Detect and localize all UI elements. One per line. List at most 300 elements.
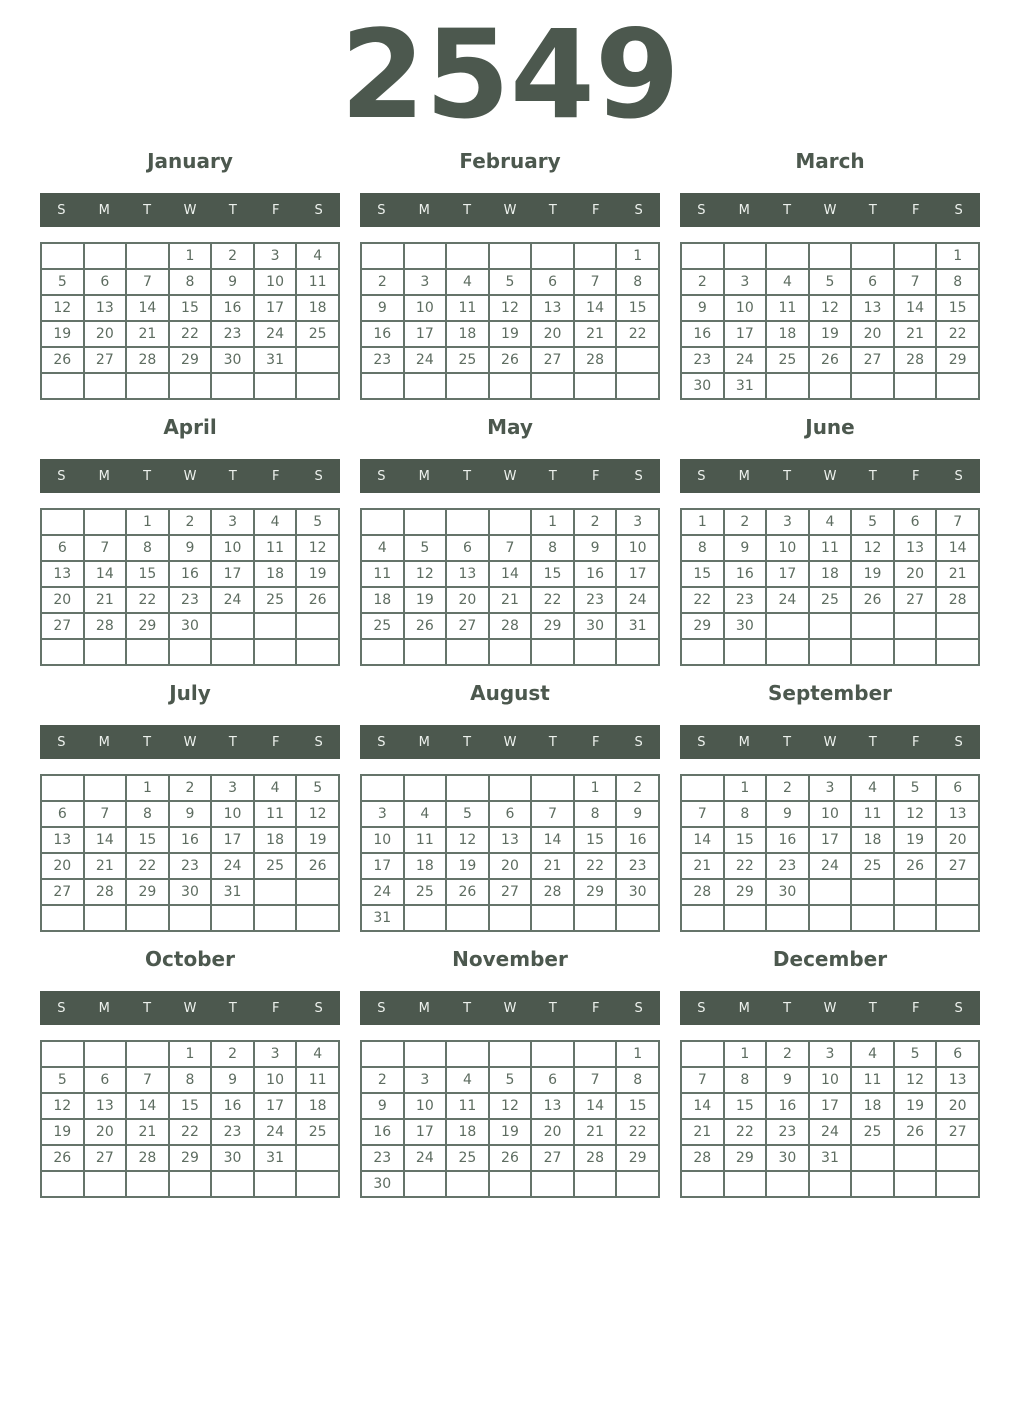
- empty-cell: [169, 639, 212, 665]
- weekday-cell: S: [57, 1000, 66, 1016]
- date-cell: 18: [254, 561, 297, 587]
- date-cell: 15: [616, 295, 659, 321]
- date-cell: 15: [126, 561, 169, 587]
- date-cell: 17: [211, 561, 254, 587]
- date-cell: 28: [681, 879, 724, 905]
- empty-cell: [936, 905, 979, 931]
- date-cell: 6: [41, 801, 84, 827]
- date-cell: 19: [41, 321, 84, 347]
- date-cell: 23: [724, 587, 767, 613]
- weekday-cell: T: [143, 734, 152, 750]
- date-cell: 29: [616, 1145, 659, 1171]
- week-row: [41, 373, 339, 399]
- empty-cell: [361, 775, 404, 801]
- weekday-cell: S: [377, 468, 386, 484]
- week-row: [681, 639, 979, 665]
- date-cell: 27: [936, 1119, 979, 1145]
- empty-cell: [404, 1041, 447, 1067]
- weekday-cell: F: [591, 1000, 600, 1016]
- date-cell: 23: [766, 1119, 809, 1145]
- weekday-cell: M: [418, 1000, 430, 1016]
- empty-cell: [724, 639, 767, 665]
- date-cell: 9: [681, 295, 724, 321]
- date-cell: 13: [531, 295, 574, 321]
- date-cell: 24: [404, 1145, 447, 1171]
- weekday-cell: T: [548, 202, 557, 218]
- weekday-cell: T: [228, 202, 237, 218]
- date-cell: 17: [361, 853, 404, 879]
- empty-cell: [851, 639, 894, 665]
- weekday-cell: F: [911, 468, 920, 484]
- month-block: [680, 416, 980, 666]
- weekday-cell: T: [143, 202, 152, 218]
- weekday-cell: W: [183, 734, 197, 750]
- empty-cell: [936, 1171, 979, 1197]
- empty-cell: [361, 639, 404, 665]
- empty-cell: [574, 905, 617, 931]
- empty-cell: [681, 905, 724, 931]
- week-row: [681, 373, 979, 399]
- date-cell: 7: [84, 535, 127, 561]
- weekday-cell: S: [634, 202, 643, 218]
- date-cell: 4: [446, 269, 489, 295]
- date-cell: 24: [724, 347, 767, 373]
- month-block: [40, 682, 340, 932]
- empty-cell: [531, 775, 574, 801]
- week-row: [361, 1093, 659, 1119]
- date-cell: 13: [936, 1067, 979, 1093]
- date-cell: 30: [211, 347, 254, 373]
- month-title: August: [470, 681, 550, 705]
- date-cell: 9: [169, 535, 212, 561]
- week-row: [681, 243, 979, 269]
- date-cell: 26: [809, 347, 852, 373]
- date-cell: 13: [894, 535, 937, 561]
- date-cell: 15: [169, 295, 212, 321]
- date-cell: 6: [936, 1041, 979, 1067]
- date-cell: 30: [574, 613, 617, 639]
- date-cell: 15: [616, 1093, 659, 1119]
- empty-cell: [766, 613, 809, 639]
- empty-cell: [41, 905, 84, 931]
- date-cell: 18: [446, 321, 489, 347]
- week-row: [41, 1119, 339, 1145]
- date-cell: 31: [616, 613, 659, 639]
- calendar-grid: [40, 1040, 340, 1198]
- date-cell: 17: [254, 1093, 297, 1119]
- date-cell: 25: [254, 587, 297, 613]
- date-cell: 11: [296, 269, 339, 295]
- date-cell: 1: [936, 243, 979, 269]
- date-cell: 17: [809, 1093, 852, 1119]
- date-cell: 28: [126, 1145, 169, 1171]
- empty-cell: [531, 905, 574, 931]
- date-cell: 13: [446, 561, 489, 587]
- date-cell: 16: [724, 561, 767, 587]
- date-cell: 8: [169, 1067, 212, 1093]
- empty-cell: [894, 613, 937, 639]
- empty-cell: [361, 1041, 404, 1067]
- date-cell: 17: [404, 1119, 447, 1145]
- weekday-cell: S: [697, 734, 706, 750]
- calendar-grid: [360, 508, 660, 666]
- week-row: [361, 1145, 659, 1171]
- date-cell: 29: [126, 613, 169, 639]
- date-cell: 17: [724, 321, 767, 347]
- week-row: [41, 853, 339, 879]
- date-cell: 8: [126, 535, 169, 561]
- week-row: [361, 613, 659, 639]
- empty-cell: [211, 905, 254, 931]
- date-cell: 14: [126, 1093, 169, 1119]
- date-cell: 21: [681, 1119, 724, 1145]
- weekday-cell: W: [183, 202, 197, 218]
- date-cell: 19: [489, 321, 532, 347]
- date-cell: 26: [296, 587, 339, 613]
- date-cell: 14: [531, 827, 574, 853]
- week-row: [361, 775, 659, 801]
- date-cell: 14: [574, 1093, 617, 1119]
- date-cell: 22: [616, 1119, 659, 1145]
- empty-cell: [446, 775, 489, 801]
- date-cell: 29: [169, 347, 212, 373]
- weekday-cell: T: [548, 734, 557, 750]
- month-title: July: [169, 681, 211, 705]
- empty-cell: [126, 1041, 169, 1067]
- date-cell: 8: [616, 269, 659, 295]
- weekday-header-row: [40, 193, 340, 227]
- date-cell: 30: [361, 1171, 404, 1197]
- empty-cell: [84, 1171, 127, 1197]
- date-cell: 6: [84, 1067, 127, 1093]
- weekday-cell: S: [954, 734, 963, 750]
- date-cell: 5: [851, 509, 894, 535]
- date-cell: 23: [681, 347, 724, 373]
- date-cell: 24: [809, 1119, 852, 1145]
- date-cell: 24: [211, 587, 254, 613]
- date-cell: 4: [296, 243, 339, 269]
- date-cell: 10: [724, 295, 767, 321]
- weekday-cell: T: [548, 468, 557, 484]
- date-cell: 27: [894, 587, 937, 613]
- date-cell: 10: [254, 269, 297, 295]
- date-cell: 13: [84, 1093, 127, 1119]
- week-row: [41, 243, 339, 269]
- date-cell: 27: [531, 347, 574, 373]
- empty-cell: [404, 243, 447, 269]
- week-row: [361, 1119, 659, 1145]
- date-cell: 31: [361, 905, 404, 931]
- date-cell: 29: [169, 1145, 212, 1171]
- week-row: [361, 639, 659, 665]
- date-cell: 9: [169, 801, 212, 827]
- date-cell: 6: [41, 535, 84, 561]
- empty-cell: [126, 1171, 169, 1197]
- date-cell: 2: [361, 269, 404, 295]
- weekday-cell: F: [591, 202, 600, 218]
- empty-cell: [211, 373, 254, 399]
- week-row: [681, 269, 979, 295]
- date-cell: 19: [894, 827, 937, 853]
- empty-cell: [894, 243, 937, 269]
- empty-cell: [531, 1041, 574, 1067]
- date-cell: 27: [851, 347, 894, 373]
- empty-cell: [936, 879, 979, 905]
- date-cell: 24: [254, 1119, 297, 1145]
- weekday-cell: S: [314, 468, 323, 484]
- empty-cell: [404, 775, 447, 801]
- date-cell: 2: [211, 243, 254, 269]
- date-cell: 30: [211, 1145, 254, 1171]
- date-cell: 22: [531, 587, 574, 613]
- date-cell: 6: [446, 535, 489, 561]
- month-block: [680, 948, 980, 1198]
- date-cell: 7: [84, 801, 127, 827]
- date-cell: 21: [126, 1119, 169, 1145]
- weekday-cell: T: [783, 1000, 792, 1016]
- date-cell: 2: [169, 509, 212, 535]
- month-title: February: [459, 149, 561, 173]
- date-cell: 19: [894, 1093, 937, 1119]
- date-cell: 18: [296, 295, 339, 321]
- date-cell: 5: [489, 269, 532, 295]
- date-cell: 25: [851, 853, 894, 879]
- weekday-header-row: [680, 193, 980, 227]
- month-title: January: [147, 149, 233, 173]
- date-cell: 10: [254, 1067, 297, 1093]
- date-cell: 25: [766, 347, 809, 373]
- week-row: [681, 1119, 979, 1145]
- date-cell: 24: [404, 347, 447, 373]
- month-block: [360, 150, 660, 400]
- empty-cell: [296, 1145, 339, 1171]
- date-cell: 22: [169, 1119, 212, 1145]
- date-cell: 7: [574, 1067, 617, 1093]
- date-cell: 11: [254, 801, 297, 827]
- date-cell: 5: [809, 269, 852, 295]
- month-block: [360, 948, 660, 1198]
- date-cell: 19: [489, 1119, 532, 1145]
- week-row: [361, 1171, 659, 1197]
- date-cell: 23: [766, 853, 809, 879]
- week-row: [361, 535, 659, 561]
- weekday-cell: S: [634, 1000, 643, 1016]
- date-cell: 23: [361, 347, 404, 373]
- date-cell: 5: [489, 1067, 532, 1093]
- date-cell: 16: [211, 295, 254, 321]
- weekday-cell: F: [271, 734, 280, 750]
- weekday-cell: S: [377, 1000, 386, 1016]
- weekday-header-row: [40, 991, 340, 1025]
- date-cell: 10: [211, 535, 254, 561]
- empty-cell: [404, 509, 447, 535]
- empty-cell: [126, 905, 169, 931]
- empty-cell: [681, 1041, 724, 1067]
- week-row: [681, 775, 979, 801]
- date-cell: 5: [41, 269, 84, 295]
- empty-cell: [531, 639, 574, 665]
- weekday-cell: S: [697, 1000, 706, 1016]
- empty-cell: [489, 243, 532, 269]
- date-cell: 11: [446, 295, 489, 321]
- empty-cell: [41, 775, 84, 801]
- date-cell: 6: [489, 801, 532, 827]
- date-cell: 18: [809, 561, 852, 587]
- date-cell: 18: [766, 321, 809, 347]
- date-cell: 22: [126, 853, 169, 879]
- week-row: [361, 509, 659, 535]
- date-cell: 28: [681, 1145, 724, 1171]
- date-cell: 9: [361, 295, 404, 321]
- week-row: [41, 613, 339, 639]
- weekday-cell: S: [954, 1000, 963, 1016]
- date-cell: 1: [169, 1041, 212, 1067]
- empty-cell: [851, 1145, 894, 1171]
- week-row: [41, 295, 339, 321]
- date-cell: 5: [296, 509, 339, 535]
- empty-cell: [851, 243, 894, 269]
- empty-cell: [404, 639, 447, 665]
- date-cell: 1: [126, 509, 169, 535]
- weekday-cell: T: [548, 1000, 557, 1016]
- date-cell: 3: [361, 801, 404, 827]
- week-row: [681, 1093, 979, 1119]
- weekday-header-row: [360, 991, 660, 1025]
- date-cell: 14: [681, 827, 724, 853]
- date-cell: 10: [361, 827, 404, 853]
- week-row: [361, 879, 659, 905]
- date-cell: 3: [809, 775, 852, 801]
- weekday-cell: W: [503, 734, 517, 750]
- date-cell: 6: [84, 269, 127, 295]
- week-row: [681, 613, 979, 639]
- date-cell: 24: [361, 879, 404, 905]
- date-cell: 4: [296, 1041, 339, 1067]
- date-cell: 4: [851, 775, 894, 801]
- empty-cell: [766, 905, 809, 931]
- week-row: [681, 295, 979, 321]
- empty-cell: [809, 905, 852, 931]
- date-cell: 4: [361, 535, 404, 561]
- weekday-cell: T: [143, 468, 152, 484]
- date-cell: 19: [851, 561, 894, 587]
- date-cell: 20: [894, 561, 937, 587]
- empty-cell: [84, 1041, 127, 1067]
- weekday-cell: S: [634, 734, 643, 750]
- date-cell: 19: [404, 587, 447, 613]
- month-block: [40, 416, 340, 666]
- date-cell: 19: [446, 853, 489, 879]
- weekday-cell: W: [823, 468, 837, 484]
- weekday-cell: M: [98, 734, 110, 750]
- empty-cell: [361, 243, 404, 269]
- weekday-cell: M: [98, 1000, 110, 1016]
- empty-cell: [766, 1171, 809, 1197]
- weekday-cell: T: [868, 202, 877, 218]
- date-cell: 21: [84, 587, 127, 613]
- date-cell: 9: [766, 801, 809, 827]
- weekday-cell: W: [503, 202, 517, 218]
- week-row: [41, 879, 339, 905]
- empty-cell: [296, 639, 339, 665]
- empty-cell: [489, 373, 532, 399]
- weekday-cell: W: [503, 1000, 517, 1016]
- date-cell: 1: [169, 243, 212, 269]
- date-cell: 28: [489, 613, 532, 639]
- date-cell: 14: [489, 561, 532, 587]
- date-cell: 16: [169, 561, 212, 587]
- weekday-cell: M: [738, 468, 750, 484]
- empty-cell: [851, 905, 894, 931]
- weekday-cell: S: [634, 468, 643, 484]
- empty-cell: [254, 1171, 297, 1197]
- date-cell: 7: [531, 801, 574, 827]
- weekday-cell: M: [738, 202, 750, 218]
- empty-cell: [41, 509, 84, 535]
- month-title: September: [768, 681, 892, 705]
- date-cell: 24: [809, 853, 852, 879]
- date-cell: 18: [851, 1093, 894, 1119]
- date-cell: 1: [724, 1041, 767, 1067]
- weekday-cell: M: [98, 468, 110, 484]
- date-cell: 18: [296, 1093, 339, 1119]
- date-cell: 17: [616, 561, 659, 587]
- date-cell: 27: [84, 347, 127, 373]
- month-block: [360, 416, 660, 666]
- date-cell: 23: [169, 587, 212, 613]
- week-row: [361, 1041, 659, 1067]
- weekday-cell: T: [463, 1000, 472, 1016]
- date-cell: 25: [851, 1119, 894, 1145]
- date-cell: 29: [724, 879, 767, 905]
- date-cell: 8: [681, 535, 724, 561]
- date-cell: 19: [41, 1119, 84, 1145]
- week-row: [41, 269, 339, 295]
- week-row: [41, 347, 339, 373]
- date-cell: 21: [84, 853, 127, 879]
- week-row: [41, 1067, 339, 1093]
- weekday-cell: W: [503, 468, 517, 484]
- date-cell: 7: [936, 509, 979, 535]
- date-cell: 12: [41, 295, 84, 321]
- date-cell: 3: [254, 1041, 297, 1067]
- date-cell: 26: [489, 347, 532, 373]
- week-row: [361, 801, 659, 827]
- empty-cell: [894, 879, 937, 905]
- date-cell: 28: [126, 347, 169, 373]
- empty-cell: [936, 639, 979, 665]
- weekday-cell: T: [463, 468, 472, 484]
- date-cell: 24: [766, 587, 809, 613]
- weekday-cell: F: [911, 202, 920, 218]
- date-cell: 29: [126, 879, 169, 905]
- weekday-cell: F: [271, 468, 280, 484]
- date-cell: 7: [489, 535, 532, 561]
- date-cell: 23: [169, 853, 212, 879]
- date-cell: 6: [531, 269, 574, 295]
- date-cell: 7: [681, 801, 724, 827]
- date-cell: 16: [681, 321, 724, 347]
- weekday-cell: M: [738, 734, 750, 750]
- date-cell: 16: [361, 321, 404, 347]
- date-cell: 21: [936, 561, 979, 587]
- date-cell: 11: [254, 535, 297, 561]
- weekday-cell: T: [783, 734, 792, 750]
- date-cell: 22: [126, 587, 169, 613]
- calendar-grid: [680, 242, 980, 400]
- date-cell: 27: [446, 613, 489, 639]
- date-cell: 26: [851, 587, 894, 613]
